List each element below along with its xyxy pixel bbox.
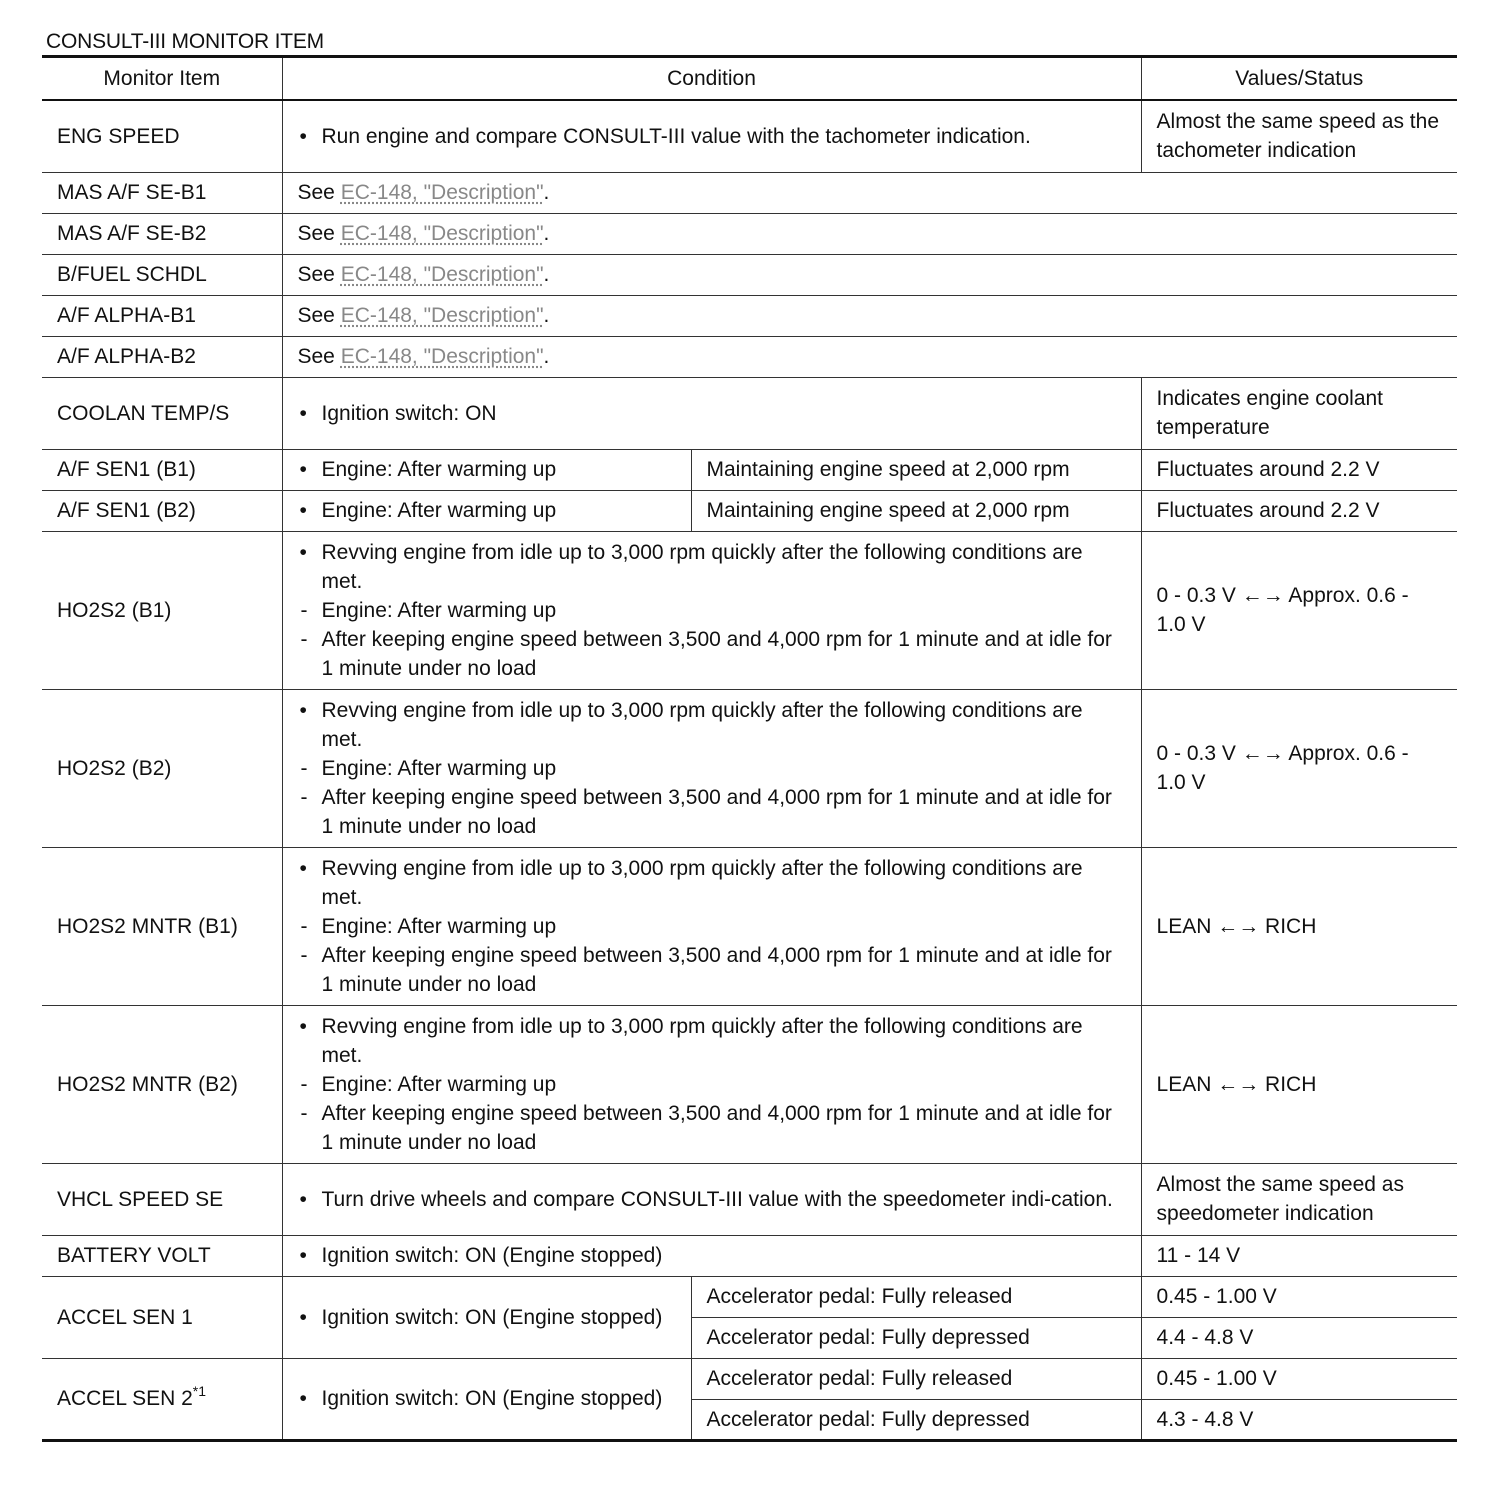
monitor-item-cell: MAS A/F SE-B1	[42, 172, 282, 213]
monitor-item-cell: HO2S2 MNTR (B1)	[42, 847, 282, 1005]
monitor-item-cell: ENG SPEED	[42, 100, 282, 172]
table-row	[42, 1163, 1457, 1235]
value-cell: Almost the same speed as speedometer indication	[1141, 1163, 1457, 1235]
monitor-item-cell: HO2S2 (B1)	[42, 531, 282, 689]
condition-bullet: • Revving engine from idle up to 3,000 rpm quickly after the following conditions are met.	[298, 696, 1127, 754]
reference-link[interactable]: EC-148, "Description"	[340, 345, 544, 368]
condition-bullet: • Turn drive wheels and compare CONSULT-III value with the speedometer indi-cation.	[298, 1185, 1127, 1214]
reference-link[interactable]: EC-148, "Description"	[340, 263, 544, 286]
table-row	[42, 689, 1457, 847]
period-text: .	[543, 304, 550, 327]
condition-cell	[282, 100, 1141, 172]
monitor-item-cell: A/F SEN1 (B1)	[42, 449, 282, 490]
reference-link[interactable]: EC-148, "Description"	[340, 304, 544, 327]
condition-cell	[282, 172, 1457, 213]
condition-cell	[282, 449, 691, 490]
condition-bullet: • Engine: After warming up	[298, 496, 677, 525]
condition-dash-item: - After keeping engine speed between 3,500 and 4,000 rpm for 1 minute and at idle for 1 minute under no load	[298, 783, 1127, 841]
condition-dash-item: - Engine: After warming up	[298, 912, 1127, 941]
monitor-item-cell: HO2S2 MNTR (B2)	[42, 1005, 282, 1163]
condition-dash-item: - After keeping engine speed between 3,500 and 4,000 rpm for 1 minute and at idle for 1 minute under no load	[298, 941, 1127, 999]
condition-cell	[282, 377, 1141, 449]
condition-bullet: • Revving engine from idle up to 3,000 rpm quickly after the following conditions are met.	[298, 854, 1127, 912]
reference-link[interactable]: EC-148, "Description"	[340, 222, 544, 245]
value-cell: Fluctuates around 2.2 V	[1141, 490, 1457, 531]
condition-bullet: • Ignition switch: ON (Engine stopped)	[298, 1303, 677, 1332]
condition-cell	[282, 1163, 1141, 1235]
condition-bullet: • Revving engine from idle up to 3,000 rpm quickly after the following conditions are met.	[298, 1012, 1127, 1070]
footnote-marker: *1	[192, 1383, 207, 1399]
table-caption: CONSULT-III MONITOR ITEM	[46, 30, 324, 53]
value-cell: Almost the same speed as the tachometer indication	[1141, 100, 1457, 172]
condition-bullet: • Ignition switch: ON (Engine stopped)	[298, 1241, 1127, 1270]
monitor-item-cell	[42, 1358, 282, 1440]
monitor-item-cell: A/F ALPHA-B1	[42, 295, 282, 336]
value-cell: 4.4 - 4.8 V	[1141, 1317, 1457, 1358]
see-text: See	[297, 263, 335, 286]
monitor-item-table	[42, 55, 1457, 1442]
table-row	[42, 254, 1457, 295]
table-row	[42, 172, 1457, 213]
value-cell: 4.3 - 4.8 V	[1141, 1399, 1457, 1440]
condition-cell	[282, 847, 1141, 1005]
value-cell: LEAN ←→ RICH	[1141, 847, 1457, 1005]
sub-condition-cell: Accelerator pedal: Fully depressed	[691, 1317, 1141, 1358]
condition-cell	[282, 689, 1141, 847]
table-row	[42, 1235, 1457, 1276]
condition-cell	[282, 336, 1457, 377]
period-text: .	[543, 263, 550, 286]
monitor-item-cell: BATTERY VOLT	[42, 1235, 282, 1276]
monitor-item-cell: B/FUEL SCHDL	[42, 254, 282, 295]
condition-cell	[282, 531, 1141, 689]
condition-cell	[282, 1276, 691, 1358]
condition-bullet: • Ignition switch: ON (Engine stopped)	[298, 1384, 677, 1413]
condition-bullet: • Ignition switch: ON	[298, 399, 1127, 428]
condition-cell	[282, 1005, 1141, 1163]
sub-condition-cell: Maintaining engine speed at 2,000 rpm	[691, 449, 1141, 490]
monitor-item-cell: ACCEL SEN 1	[42, 1276, 282, 1358]
table-row	[42, 1358, 1457, 1399]
table-row	[42, 490, 1457, 531]
condition-cell	[282, 1235, 1141, 1276]
value-cell: 0 - 0.3 V ←→ Approx. 0.6 - 1.0 V	[1141, 531, 1457, 689]
see-text: See	[297, 222, 335, 245]
condition-dash-item: - Engine: After warming up	[298, 1070, 1127, 1099]
condition-cell	[282, 1358, 691, 1440]
period-text: .	[543, 181, 550, 204]
condition-bullet: • Engine: After warming up	[298, 455, 677, 484]
monitor-item-label: ACCEL SEN 2	[57, 1387, 193, 1410]
table-row	[42, 1005, 1457, 1163]
sub-condition-cell: Maintaining engine speed at 2,000 rpm	[691, 490, 1141, 531]
monitor-item-cell: COOLAN TEMP/S	[42, 377, 282, 449]
condition-bullet: • Revving engine from idle up to 3,000 rpm quickly after the following conditions are met.	[298, 538, 1127, 596]
value-cell: Fluctuates around 2.2 V	[1141, 449, 1457, 490]
header-values-status: Values/Status	[1141, 57, 1457, 101]
table-row	[42, 377, 1457, 449]
condition-dash-item: - Engine: After warming up	[298, 596, 1127, 625]
table-row	[42, 847, 1457, 1005]
header-condition: Condition	[282, 57, 1141, 101]
condition-bullet: • Run engine and compare CONSULT-III value with the tachometer indication.	[298, 122, 1127, 151]
value-cell: 0.45 - 1.00 V	[1141, 1358, 1457, 1399]
monitor-item-cell: MAS A/F SE-B2	[42, 213, 282, 254]
sub-condition-cell: Accelerator pedal: Fully depressed	[691, 1399, 1141, 1440]
condition-dash-item: - After keeping engine speed between 3,500 and 4,000 rpm for 1 minute and at idle for 1 minute under no load	[298, 625, 1127, 683]
monitor-item-cell: A/F SEN1 (B2)	[42, 490, 282, 531]
monitor-item-cell: HO2S2 (B2)	[42, 689, 282, 847]
header-monitor-item: Monitor Item	[42, 57, 282, 101]
condition-dash-item: - After keeping engine speed between 3,500 and 4,000 rpm for 1 minute and at idle for 1 minute under no load	[298, 1099, 1127, 1157]
condition-cell	[282, 254, 1457, 295]
period-text: .	[543, 345, 550, 368]
condition-cell	[282, 490, 691, 531]
header-row	[42, 57, 1457, 101]
reference-link[interactable]: EC-148, "Description"	[340, 181, 544, 204]
table-row	[42, 213, 1457, 254]
monitor-item-cell: VHCL SPEED SE	[42, 1163, 282, 1235]
table-row	[42, 100, 1457, 172]
see-text: See	[297, 345, 335, 368]
table-row	[42, 1276, 1457, 1317]
value-cell: 11 - 14 V	[1141, 1235, 1457, 1276]
condition-dash-item: - Engine: After warming up	[298, 754, 1127, 783]
see-text: See	[297, 304, 335, 327]
sub-condition-cell: Accelerator pedal: Fully released	[691, 1276, 1141, 1317]
table-row	[42, 531, 1457, 689]
value-cell: LEAN ←→ RICH	[1141, 1005, 1457, 1163]
condition-cell	[282, 295, 1457, 336]
condition-cell	[282, 213, 1457, 254]
monitor-item-cell: A/F ALPHA-B2	[42, 336, 282, 377]
value-cell: 0.45 - 1.00 V	[1141, 1276, 1457, 1317]
value-cell: 0 - 0.3 V ←→ Approx. 0.6 - 1.0 V	[1141, 689, 1457, 847]
see-text: See	[297, 181, 335, 204]
table-row	[42, 295, 1457, 336]
value-cell: Indicates engine coolant temperature	[1141, 377, 1457, 449]
table-row	[42, 449, 1457, 490]
sub-condition-cell: Accelerator pedal: Fully released	[691, 1358, 1141, 1399]
table-row	[42, 336, 1457, 377]
period-text: .	[543, 222, 550, 245]
